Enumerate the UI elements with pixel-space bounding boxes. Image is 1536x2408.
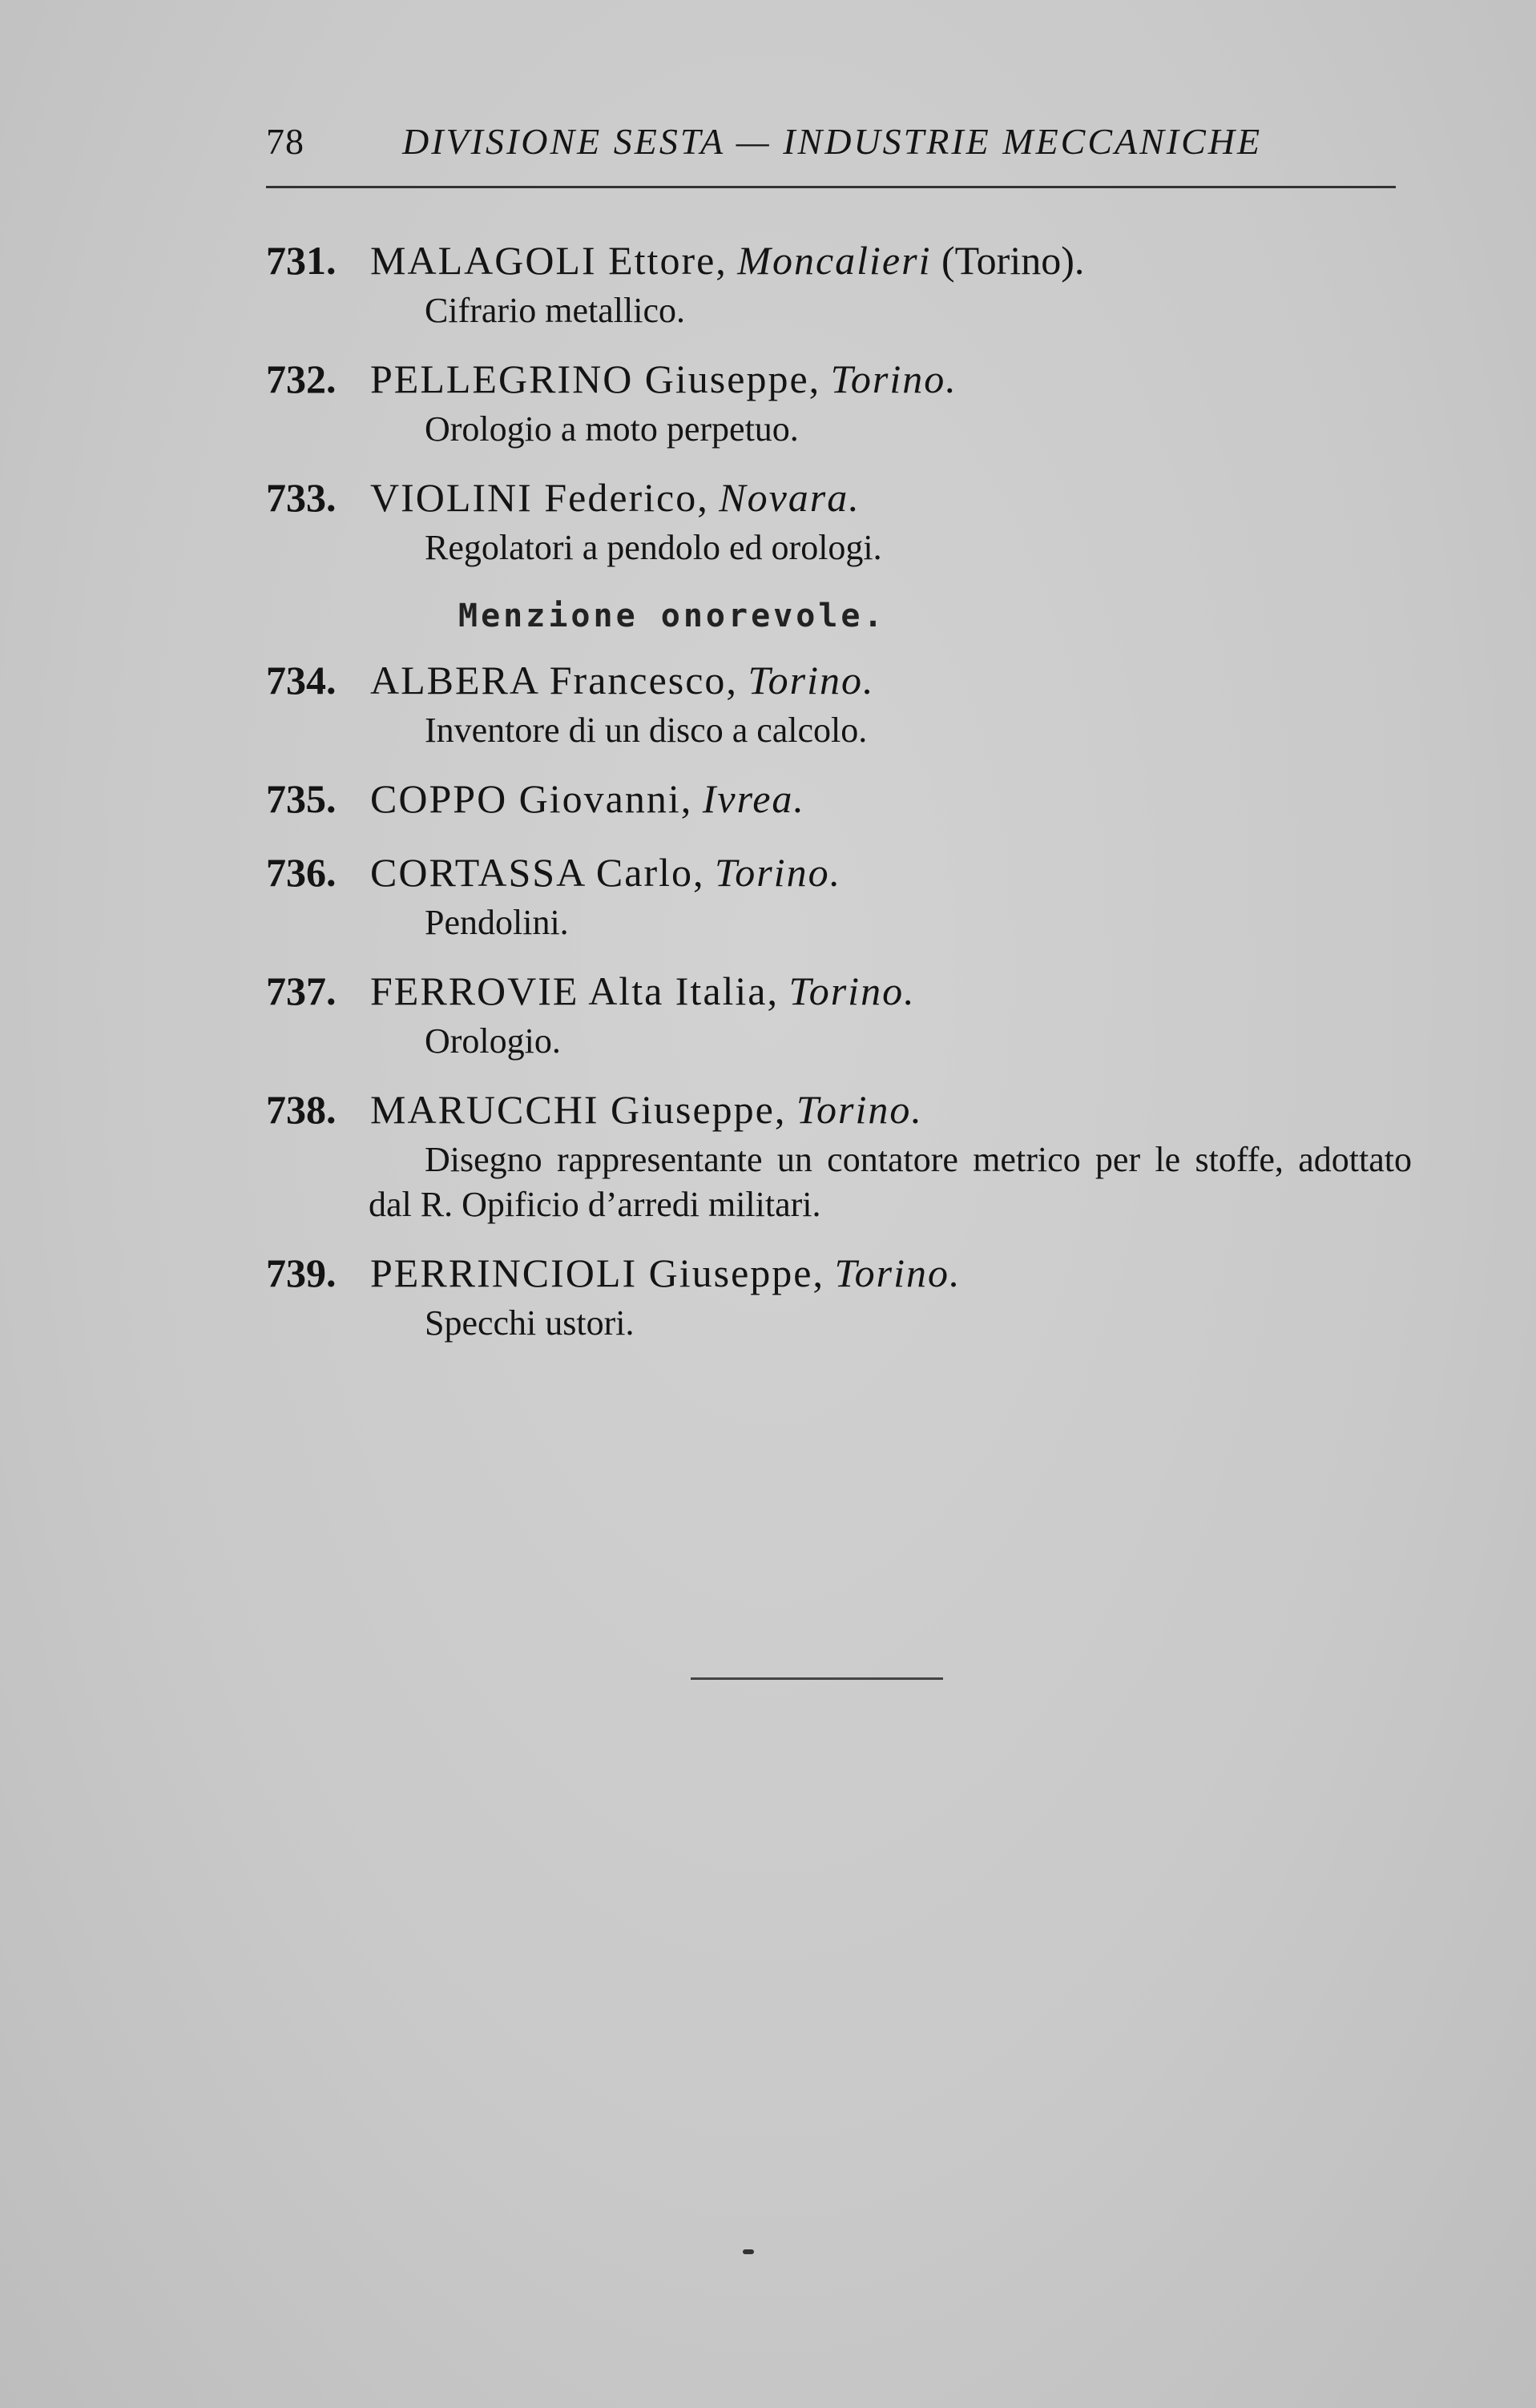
page-mark — [743, 2249, 754, 2254]
header-rule — [266, 186, 1396, 188]
entry-description: Orologio. — [425, 1021, 561, 1061]
entry-description: Cifrario metallico. — [425, 291, 685, 330]
exhibitor-name: MARUCCHI Giuseppe, — [370, 1087, 787, 1132]
entry-heading — [266, 844, 1412, 900]
entry-heading — [266, 771, 1412, 827]
entry-heading — [266, 1245, 1412, 1301]
exhibitor-name: ALBERA Francesco, — [370, 658, 738, 703]
exhibitor-city: Torino. — [715, 850, 842, 895]
entries-list — [266, 232, 1412, 1346]
entry-heading — [266, 469, 1412, 525]
exhibitor-name: MALAGOLI Ettore, — [370, 238, 728, 283]
exhibitor-city: Torino. — [748, 658, 875, 703]
entry-number: 733. — [266, 475, 337, 520]
catalog-entry — [266, 771, 1412, 827]
exhibitor-name: CORTASSA Carlo, — [370, 850, 705, 895]
entry-number: 738. — [266, 1087, 337, 1132]
entry-description: Regolatori a pendolo ed orologi. — [425, 528, 882, 567]
exhibitor-name: COPPO Giovanni, — [370, 776, 693, 821]
section-heading: Menzione onorevole. — [458, 598, 886, 634]
closing-rule — [691, 1677, 943, 1680]
entries-group-honorable-mention — [266, 652, 1412, 1346]
catalog-entry — [266, 232, 1412, 333]
exhibitor-city: Torino. — [834, 1250, 962, 1295]
exhibitor-name: PERRINCIOLI Giuseppe, — [370, 1250, 824, 1295]
running-title: DIVISIONE SESTA — INDUSTRIE MECCANICHE — [402, 121, 1263, 162]
entry-number: 737. — [266, 968, 337, 1013]
exhibitor-city: Torino. — [788, 968, 916, 1013]
entry-heading — [266, 652, 1412, 708]
catalog-entry — [266, 844, 1412, 945]
entry-heading — [266, 232, 1412, 288]
catalog-entry — [266, 963, 1412, 1064]
entry-description: Specchi ustori. — [425, 1303, 635, 1343]
catalog-entry — [266, 1245, 1412, 1346]
entry-heading — [266, 351, 1412, 407]
entry-suffix: (Torino). — [931, 238, 1085, 283]
exhibitor-city: Torino. — [830, 356, 957, 401]
entry-number: 739. — [266, 1250, 337, 1295]
exhibitor-name: PELLEGRINO Giuseppe, — [370, 356, 821, 401]
catalog-entry — [266, 351, 1412, 452]
exhibitor-city: Torino. — [796, 1087, 923, 1132]
entry-description: Orologio a moto perpetuo. — [425, 409, 799, 449]
exhibitor-name: FERROVIE Alta Italia, — [370, 968, 779, 1013]
entry-number: 734. — [266, 658, 337, 703]
entry-number: 736. — [266, 850, 337, 895]
page-number: 78 — [266, 121, 304, 162]
exhibitor-city: Ivrea. — [702, 776, 805, 821]
entry-heading — [266, 1081, 1412, 1138]
entry-description: Pendolini. — [425, 903, 569, 942]
entries-group-awarded — [266, 232, 1412, 570]
page-header — [266, 120, 1396, 168]
entry-number: 732. — [266, 356, 337, 401]
exhibitor-city: Novara. — [719, 475, 861, 520]
catalog-entry — [266, 1081, 1412, 1227]
entry-description: Inventore di un disco a calcolo. — [425, 711, 868, 750]
entry-heading — [266, 963, 1412, 1019]
entry-number: 735. — [266, 776, 337, 821]
entry-description: Disegno rappresentante un contatore metrico per le stoffe, adottato dal R. Opificio d’arredi militari. — [369, 1140, 1412, 1224]
entry-number: 731. — [266, 238, 337, 283]
catalog-entry — [266, 469, 1412, 570]
exhibitor-city: Moncalieri — [737, 238, 932, 283]
exhibitor-name: VIOLINI Federico, — [370, 475, 709, 520]
catalog-entry — [266, 652, 1412, 753]
